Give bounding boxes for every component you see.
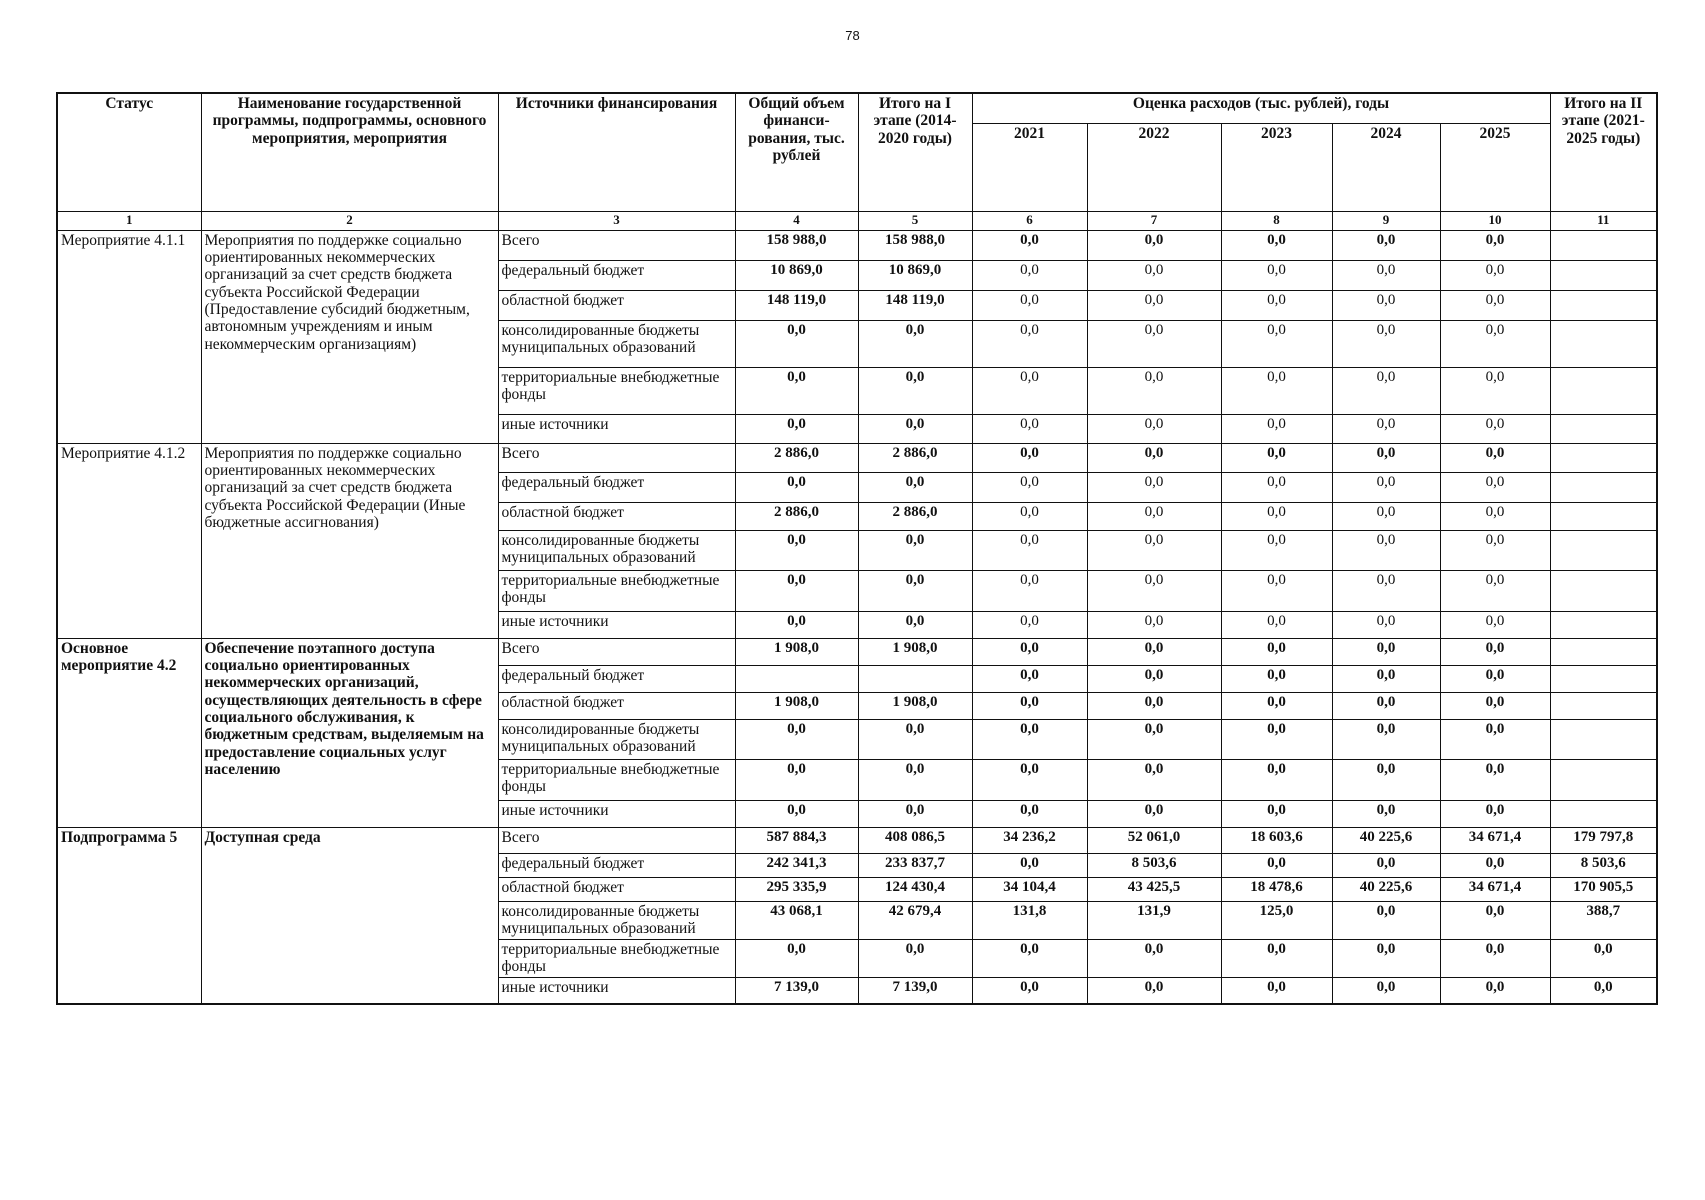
table-row [57, 443, 1657, 472]
value-cell: 0,0 [1440, 665, 1550, 692]
value-cell: 0,0 [1221, 611, 1332, 638]
column-number: 8 [1221, 211, 1332, 230]
value-cell: 0,0 [1221, 290, 1332, 320]
value-cell: 0,0 [1332, 260, 1440, 290]
source-cell: Всего [498, 230, 735, 260]
value-cell: 0,0 [1087, 719, 1221, 759]
status-cell: Мероприятие 4.1.2 [57, 443, 201, 638]
value-cell [1550, 367, 1657, 414]
value-cell [1550, 290, 1657, 320]
value-cell: 0,0 [972, 230, 1087, 260]
value-cell: 131,8 [972, 901, 1087, 939]
value-cell [1550, 414, 1657, 443]
value-cell: 0,0 [1440, 719, 1550, 759]
value-cell: 0,0 [1332, 290, 1440, 320]
source-cell: областной бюджет [498, 290, 735, 320]
value-cell: 0,0 [858, 611, 972, 638]
value-cell: 34 104,4 [972, 877, 1087, 901]
value-cell: 34 671,4 [1440, 827, 1550, 853]
value-cell: 0,0 [1087, 290, 1221, 320]
value-cell: 0,0 [1221, 502, 1332, 530]
table-row [57, 827, 1657, 853]
header-stage2: Итого на II этапе (2021-2025 годы) [1550, 93, 1657, 211]
value-cell: 0,0 [1221, 939, 1332, 977]
value-cell: 0,0 [735, 939, 858, 977]
value-cell: 587 884,3 [735, 827, 858, 853]
value-cell: 43 425,5 [1087, 877, 1221, 901]
program-name-cell: Мероприятия по поддержке социально ориентированных некоммерческих организаций за счет средств бюджета субъекта Российской Федерации (Предоставление субсидий бюджетным, автономным учреждениям и иным некоммерческим организациям) [201, 230, 498, 443]
source-cell: территориальные внебюджетные фонды [498, 570, 735, 611]
value-cell: 1 908,0 [858, 638, 972, 665]
value-cell: 0,0 [1440, 260, 1550, 290]
value-cell: 0,0 [858, 320, 972, 367]
value-cell: 0,0 [858, 367, 972, 414]
header-estimate: Оценка расходов (тыс. рублей), годы [972, 93, 1550, 123]
value-cell: 1 908,0 [858, 692, 972, 719]
value-cell: 0,0 [735, 759, 858, 800]
value-cell: 40 225,6 [1332, 877, 1440, 901]
value-cell: 0,0 [1440, 638, 1550, 665]
value-cell: 0,0 [735, 320, 858, 367]
value-cell: 0,0 [1332, 901, 1440, 939]
header-total: Общий объем финанси-рования, тыс. рублей [735, 93, 858, 211]
header-year: 2023 [1221, 123, 1332, 211]
value-cell: 0,0 [1440, 530, 1550, 570]
source-cell: Всего [498, 443, 735, 472]
value-cell: 0,0 [1332, 759, 1440, 800]
value-cell: 0,0 [1332, 320, 1440, 367]
value-cell: 0,0 [1087, 939, 1221, 977]
column-number: 4 [735, 211, 858, 230]
value-cell: 0,0 [1221, 665, 1332, 692]
value-cell: 0,0 [1332, 230, 1440, 260]
value-cell: 233 837,7 [858, 853, 972, 877]
source-cell: областной бюджет [498, 502, 735, 530]
value-cell: 0,0 [1221, 853, 1332, 877]
value-cell: 0,0 [972, 665, 1087, 692]
value-cell: 34 671,4 [1440, 877, 1550, 901]
value-cell: 0,0 [735, 719, 858, 759]
value-cell: 43 068,1 [735, 901, 858, 939]
value-cell: 295 335,9 [735, 877, 858, 901]
value-cell: 0,0 [1087, 502, 1221, 530]
value-cell [1550, 759, 1657, 800]
source-cell: иные источники [498, 414, 735, 443]
value-cell: 0,0 [972, 853, 1087, 877]
value-cell: 18 603,6 [1221, 827, 1332, 853]
value-cell: 0,0 [972, 320, 1087, 367]
value-cell: 0,0 [1332, 611, 1440, 638]
value-cell: 0,0 [972, 472, 1087, 502]
source-cell: консолидированные бюджеты муниципальных образований [498, 719, 735, 759]
value-cell: 8 503,6 [1550, 853, 1657, 877]
value-cell: 7 139,0 [858, 977, 972, 1004]
source-cell: федеральный бюджет [498, 665, 735, 692]
value-cell: 0,0 [1332, 939, 1440, 977]
source-cell: территориальные внебюджетные фонды [498, 367, 735, 414]
value-cell: 0,0 [972, 719, 1087, 759]
value-cell: 0,0 [1440, 611, 1550, 638]
value-cell: 0,0 [1087, 977, 1221, 1004]
value-cell [1550, 611, 1657, 638]
value-cell: 0,0 [1550, 939, 1657, 977]
header-sources: Источники финансирования [498, 93, 735, 211]
value-cell: 0,0 [1221, 977, 1332, 1004]
value-cell: 0,0 [1087, 443, 1221, 472]
value-cell: 0,0 [972, 611, 1087, 638]
value-cell [735, 665, 858, 692]
table-row [57, 230, 1657, 260]
value-cell: 0,0 [972, 800, 1087, 827]
value-cell: 40 225,6 [1332, 827, 1440, 853]
value-cell [1550, 638, 1657, 665]
header-year: 2025 [1440, 123, 1550, 211]
header-name: Наименование государственной программы, подпрограммы, основного мероприятия, мероприятия [201, 93, 498, 211]
value-cell: 52 061,0 [1087, 827, 1221, 853]
value-cell: 0,0 [858, 800, 972, 827]
table-row [57, 638, 1657, 665]
value-cell: 0,0 [1221, 530, 1332, 570]
column-numbers-row [57, 211, 1657, 230]
value-cell: 0,0 [1087, 472, 1221, 502]
value-cell: 0,0 [1332, 853, 1440, 877]
value-cell: 131,9 [1087, 901, 1221, 939]
table-body [57, 230, 1657, 1004]
value-cell: 0,0 [1221, 414, 1332, 443]
value-cell: 0,0 [972, 939, 1087, 977]
value-cell: 0,0 [972, 977, 1087, 1004]
source-cell: иные источники [498, 611, 735, 638]
value-cell: 0,0 [1221, 638, 1332, 665]
source-cell: консолидированные бюджеты муниципальных образований [498, 901, 735, 939]
value-cell: 0,0 [1440, 977, 1550, 1004]
value-cell: 148 119,0 [858, 290, 972, 320]
page-number: 78 [845, 28, 860, 43]
value-cell: 1 908,0 [735, 692, 858, 719]
value-cell: 0,0 [1087, 570, 1221, 611]
value-cell: 0,0 [735, 472, 858, 502]
value-cell: 408 086,5 [858, 827, 972, 853]
value-cell [1550, 260, 1657, 290]
value-cell: 158 988,0 [858, 230, 972, 260]
value-cell [858, 665, 972, 692]
value-cell: 0,0 [1440, 290, 1550, 320]
value-cell: 0,0 [1221, 367, 1332, 414]
value-cell: 0,0 [1550, 977, 1657, 1004]
value-cell: 242 341,3 [735, 853, 858, 877]
value-cell: 0,0 [1221, 692, 1332, 719]
column-number: 5 [858, 211, 972, 230]
value-cell: 2 886,0 [858, 502, 972, 530]
value-cell: 158 988,0 [735, 230, 858, 260]
value-cell: 34 236,2 [972, 827, 1087, 853]
value-cell [1550, 502, 1657, 530]
status-cell: Мероприятие 4.1.1 [57, 230, 201, 443]
program-name-cell: Мероприятия по поддержке социально ориентированных некоммерческих организаций за счет средств бюджета субъекта Российской Федерации (Иные бюджетные ассигнования) [201, 443, 498, 638]
value-cell: 0,0 [1087, 414, 1221, 443]
source-cell: Всего [498, 638, 735, 665]
value-cell: 0,0 [1440, 502, 1550, 530]
value-cell [1550, 800, 1657, 827]
value-cell: 0,0 [1332, 414, 1440, 443]
value-cell [1550, 719, 1657, 759]
value-cell: 0,0 [1440, 800, 1550, 827]
value-cell: 2 886,0 [858, 443, 972, 472]
value-cell: 0,0 [1440, 443, 1550, 472]
value-cell: 0,0 [1221, 320, 1332, 367]
value-cell: 0,0 [735, 570, 858, 611]
value-cell: 0,0 [1087, 530, 1221, 570]
value-cell: 0,0 [735, 367, 858, 414]
value-cell: 0,0 [1440, 939, 1550, 977]
source-cell: областной бюджет [498, 692, 735, 719]
value-cell: 42 679,4 [858, 901, 972, 939]
value-cell: 1 908,0 [735, 638, 858, 665]
value-cell: 0,0 [972, 638, 1087, 665]
value-cell: 0,0 [1440, 853, 1550, 877]
source-cell: консолидированные бюджеты муниципальных образований [498, 530, 735, 570]
value-cell [1550, 692, 1657, 719]
value-cell: 0,0 [1332, 800, 1440, 827]
value-cell: 170 905,5 [1550, 877, 1657, 901]
value-cell: 0,0 [858, 414, 972, 443]
source-cell: территориальные внебюджетные фонды [498, 939, 735, 977]
value-cell: 0,0 [1332, 472, 1440, 502]
value-cell: 10 869,0 [735, 260, 858, 290]
column-number: 11 [1550, 211, 1657, 230]
column-number: 9 [1332, 211, 1440, 230]
source-cell: федеральный бюджет [498, 853, 735, 877]
value-cell: 0,0 [858, 719, 972, 759]
header-year: 2022 [1087, 123, 1221, 211]
value-cell: 0,0 [1087, 800, 1221, 827]
value-cell: 0,0 [735, 611, 858, 638]
value-cell: 0,0 [1332, 530, 1440, 570]
source-cell: федеральный бюджет [498, 472, 735, 502]
value-cell: 0,0 [972, 502, 1087, 530]
value-cell: 0,0 [972, 692, 1087, 719]
value-cell: 0,0 [858, 759, 972, 800]
value-cell: 0,0 [1087, 260, 1221, 290]
value-cell: 0,0 [1221, 443, 1332, 472]
value-cell: 0,0 [1087, 692, 1221, 719]
value-cell: 0,0 [1332, 367, 1440, 414]
value-cell: 0,0 [972, 530, 1087, 570]
value-cell: 0,0 [1087, 665, 1221, 692]
program-name-cell: Доступная среда [201, 827, 498, 1004]
value-cell: 0,0 [1221, 230, 1332, 260]
value-cell: 2 886,0 [735, 443, 858, 472]
value-cell: 18 478,6 [1221, 877, 1332, 901]
source-cell: федеральный бюджет [498, 260, 735, 290]
value-cell: 10 869,0 [858, 260, 972, 290]
value-cell: 0,0 [972, 260, 1087, 290]
value-cell: 124 430,4 [858, 877, 972, 901]
value-cell: 0,0 [1440, 472, 1550, 502]
program-name-cell: Обеспечение поэтапного доступа социально ориентированных некоммерческих организаций, осуществляющих деятельность в сфере социального обслуживания, к бюджетным средствам, выделяемым на предоставление социальных услуг населению [201, 638, 498, 827]
source-cell: территориальные внебюджетные фонды [498, 759, 735, 800]
column-number: 7 [1087, 211, 1221, 230]
value-cell: 0,0 [972, 759, 1087, 800]
value-cell: 0,0 [735, 530, 858, 570]
value-cell [1550, 665, 1657, 692]
value-cell: 0,0 [1087, 367, 1221, 414]
value-cell: 0,0 [1221, 260, 1332, 290]
value-cell: 0,0 [735, 800, 858, 827]
value-cell [1550, 472, 1657, 502]
value-cell: 0,0 [972, 414, 1087, 443]
value-cell: 0,0 [1440, 230, 1550, 260]
value-cell [1550, 443, 1657, 472]
value-cell: 0,0 [735, 414, 858, 443]
value-cell: 0,0 [1221, 759, 1332, 800]
value-cell [1550, 230, 1657, 260]
value-cell: 0,0 [1332, 692, 1440, 719]
value-cell: 0,0 [858, 472, 972, 502]
value-cell: 388,7 [1550, 901, 1657, 939]
value-cell: 0,0 [1087, 611, 1221, 638]
value-cell: 0,0 [858, 530, 972, 570]
source-cell: областной бюджет [498, 877, 735, 901]
value-cell: 7 139,0 [735, 977, 858, 1004]
value-cell: 0,0 [1332, 502, 1440, 530]
value-cell: 0,0 [1087, 320, 1221, 367]
value-cell: 0,0 [1087, 759, 1221, 800]
header-year: 2024 [1332, 123, 1440, 211]
header-status: Статус [57, 93, 201, 211]
value-cell [1550, 320, 1657, 367]
value-cell: 0,0 [1087, 230, 1221, 260]
column-number: 3 [498, 211, 735, 230]
value-cell: 0,0 [858, 570, 972, 611]
value-cell: 0,0 [1221, 800, 1332, 827]
value-cell: 0,0 [1332, 638, 1440, 665]
value-cell: 125,0 [1221, 901, 1332, 939]
budget-table [56, 92, 1658, 1005]
value-cell: 0,0 [1332, 443, 1440, 472]
header-row-top [57, 93, 1657, 123]
value-cell: 0,0 [1332, 665, 1440, 692]
value-cell: 0,0 [1332, 977, 1440, 1004]
value-cell [1550, 570, 1657, 611]
value-cell: 8 503,6 [1087, 853, 1221, 877]
source-cell: иные источники [498, 800, 735, 827]
value-cell: 148 119,0 [735, 290, 858, 320]
value-cell: 0,0 [1440, 320, 1550, 367]
column-number: 2 [201, 211, 498, 230]
column-number: 1 [57, 211, 201, 230]
value-cell: 0,0 [1332, 719, 1440, 759]
header-year: 2021 [972, 123, 1087, 211]
column-number: 10 [1440, 211, 1550, 230]
value-cell: 179 797,8 [1550, 827, 1657, 853]
value-cell: 0,0 [1221, 719, 1332, 759]
value-cell: 0,0 [1440, 414, 1550, 443]
value-cell: 0,0 [1440, 759, 1550, 800]
value-cell: 0,0 [972, 367, 1087, 414]
value-cell: 0,0 [1440, 692, 1550, 719]
value-cell: 0,0 [1332, 570, 1440, 611]
value-cell: 0,0 [972, 570, 1087, 611]
value-cell: 0,0 [1440, 570, 1550, 611]
header-stage1: Итого на I этапе (2014-2020 годы) [858, 93, 972, 211]
source-cell: иные источники [498, 977, 735, 1004]
column-number: 6 [972, 211, 1087, 230]
source-cell: Всего [498, 827, 735, 853]
value-cell: 0,0 [1087, 638, 1221, 665]
value-cell: 0,0 [972, 443, 1087, 472]
status-cell: Подпрограмма 5 [57, 827, 201, 1004]
value-cell [1550, 530, 1657, 570]
value-cell: 0,0 [972, 290, 1087, 320]
value-cell: 0,0 [1440, 901, 1550, 939]
value-cell: 0,0 [1221, 472, 1332, 502]
status-cell: Основное мероприятие 4.2 [57, 638, 201, 827]
value-cell: 0,0 [858, 939, 972, 977]
value-cell: 0,0 [1221, 570, 1332, 611]
value-cell: 0,0 [1440, 367, 1550, 414]
value-cell: 2 886,0 [735, 502, 858, 530]
source-cell: консолидированные бюджеты муниципальных образований [498, 320, 735, 367]
